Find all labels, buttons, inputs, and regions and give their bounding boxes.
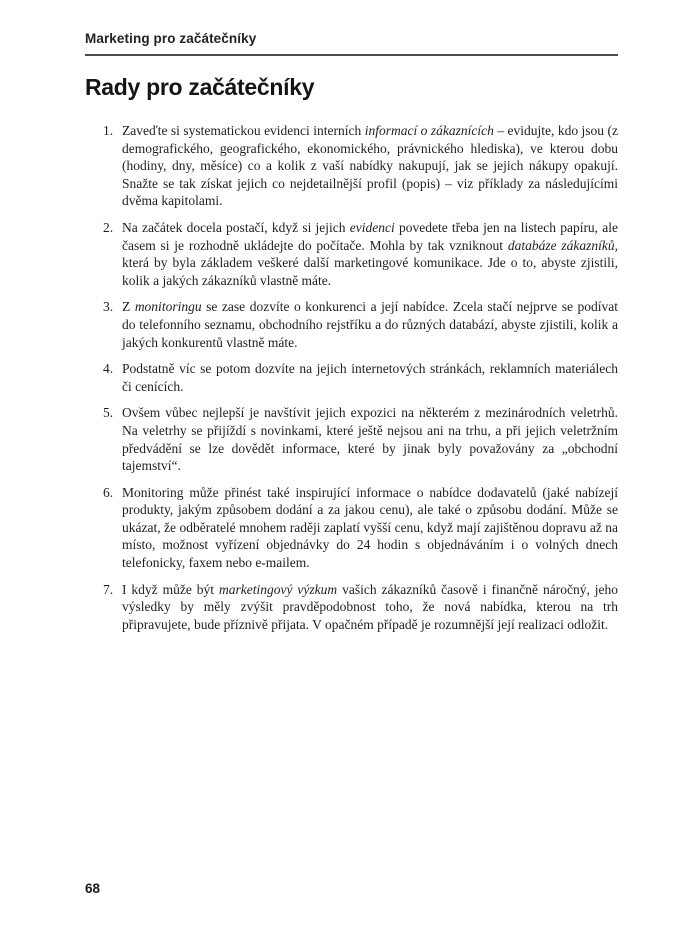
list-item-number: 3. [103,299,114,315]
list-item [85,122,618,210]
list-item-number: 6. [103,484,114,500]
list-item [85,360,618,395]
list-item-text: Ovšem vůbec nejlepší je navštívit jejich expozici na některém z mezinárodních veletrhů. Na veletrhy se přijíždí s novinkami, které ještě nejsou ani na trhu, a při jejich veletržním předvádění se lze dovědět informace, které by jinak byly považovány za „obchodní tajemství“. [122,405,618,474]
list-item [85,219,618,289]
list-item-text: Monitoring může přinést také inspirující informace o nabídce dodavatelů (jaké nabízejí produkty, jakým způsobem dodání a za jakou cenu), ale také o způsobu dodání. Může se ukázat, že odběratelé mnohem raději zaplatí vyšší cenu, když mají zajištěnou dopravu až na místo, možnost vyřízení objednávky do 24 hodin s objednáváním i o volných dnech telefonicky, faxem nebo e-mailem. [122,484,618,571]
running-header: Marketing pro začátečníky [85,31,257,46]
list-item [85,484,618,572]
list-item [85,404,618,474]
list-item-text: I když může být marketingový výzkum vašich zákazníků časově i finančně náročný, jeho výsledky by měly zvýšit pravděpodobnost toho, že nová nabídka, kterou na trh připravujete, bude příznivě přijata. V opačném případě je rozumnější její realizaci odložit. [122,581,619,632]
list-item-text: Zaveďte si systematickou evidenci interních informací o zákaznících – evidujte, kdo jsou (z demografického, geografického, ekonomického, právnického hlediska), ve kterou dobu (hodiny, dny, měsíce) co a kolik z vaší nabídky nakupují, jak se jejich nákupy opakují. Snažte se tak získat jejich co nejdetailnější profil (popis) – viz příklady za následujícími dvěma kapitolami. [122,123,619,209]
list-item-number: 1. [103,123,114,138]
page-title: Rady pro začátečníky [85,74,315,100]
list-item-number: 5. [103,405,114,421]
list-item-text: Podstatně víc se potom dozvíte na jejich internetových stránkách, reklamních materiálech či cenících. [122,361,618,394]
advice-list [85,122,618,633]
list-item-number: 7. [103,581,114,597]
list-item-text: Na začátek docela postačí, když si jejich evidenci povedete třeba jen na listech papíru, ale časem si je rozhodně ukládejte do počítače. Mohla by tak vzniknout databáze zákazníků, která by byla základem veškeré další marketingové komunikace. Jde o to, abyste zjistili, kolik a jakých zákazníků vlastně máte. [122,219,619,288]
header-rule [85,54,618,56]
list-item [85,298,618,351]
page-number: 68 [85,881,101,896]
list-item-text: Z monitoringu se zase dozvíte o konkurenci a její nabídce. Zcela stačí nejprve se podívat do telefonního seznamu, obchodního rejstříku a do různých databází, abyste zjistili, kolik a jakých konkurentů vlastně máte. [122,299,618,350]
list-item-number: 2. [103,219,114,235]
list-item-number: 4. [103,361,114,377]
list-item [85,581,618,634]
